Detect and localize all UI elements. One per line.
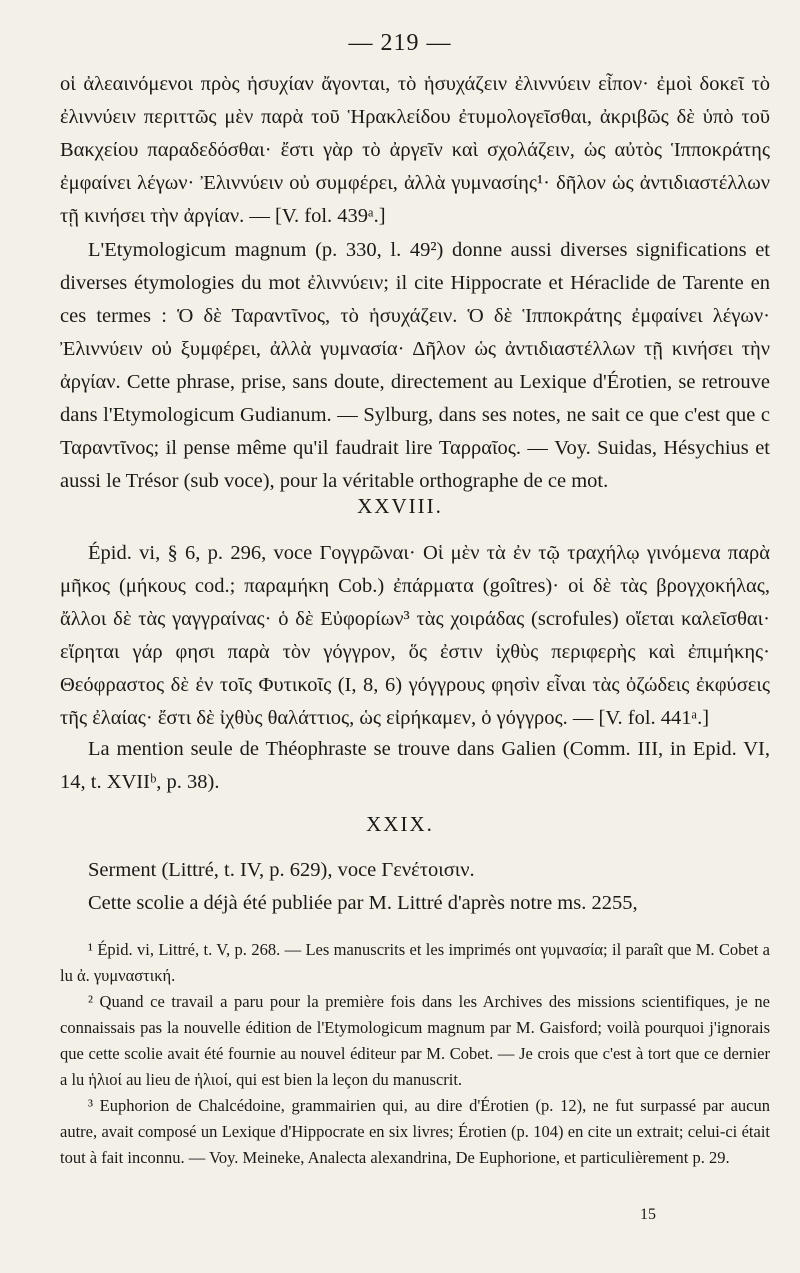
footnote-3: ³ Euphorion de Chalcédoine, grammairien qui, au dire d'Érotien (p. 12), ne fut surpassé par aucun autre, avait composé un Lexique d'Hippocrate en six livres; Érotien (p. 104) en cite un extrait; celui-ci était tout à fait inconnu. — Voy. Meineke, Analecta alexandrina, De Euphorione, et particulièrement p. 29. [60, 1096, 770, 1167]
signature-mark: 15 [640, 1206, 656, 1223]
paragraph-text: L'Etymologicum magnum (p. 330, l. 49²) donne aussi diverses significations et diverses étymologies du mot ἐλιννύειν; il cite Hippocrate et Héraclide de Tarente en ces termes : Ὁ δὲ Ταραντῖνος, τὸ ἡσυχάζειν. Ὁ δὲ Ἱπποκράτης ἐμφαίνει λέγων· Ἐλιννύειν οὐ ξυμφέρει, ἀλλὰ γυμνασία· Δῆλον ὡς ἀντιδιαστέλλων τῇ κινήσει τὴν ἀργίαν. Cette phrase, prise, sans doute, directement au Lexique d'Érotien, se retrouve dans l'Etymologicum Gudianum. — Sylburg, dans ses notes, ne sait ce que c'est que c Ταραντῖνος; il pense même qu'il faudrait lire Ταρραῖος. — Voy. Suidas, Hésychius et aussi le Trésor (sub voce), pour la véritable orthographe de ce mot. [60, 239, 770, 492]
paragraph-etymologicum [60, 234, 770, 498]
footnotes [60, 937, 770, 1171]
footnote-2: ² Quand ce travail a paru pour la première fois dans les Archives des missions scientifiques, je ne connaissais pas la nouvelle édition de l'Etymologicum magnum par M. Gaisford; voilà pourquoi j'ignorais que cette scolie avait été fournie au nouvel éditeur par M. Cobet. — Je crois que c'est à tort que ce dernier a lu ἡλιοί au lieu de ἡλιοί, qui est bien la leçon du manuscrit. [60, 992, 770, 1089]
page-number: — 219 — [348, 30, 452, 56]
paragraph-text: La mention seule de Théophraste se trouve dans Galien (Comm. III, in Epid. VI, 14, t. XVIIᵇ, p. 38). [60, 738, 770, 793]
paragraph-epid [60, 537, 770, 735]
paragraph-theophraste [60, 733, 770, 799]
paragraph-line: Cette scolie a déjà été publiée par M. Littré d'après notre ms. 2255, [88, 892, 638, 914]
footnote-1: ¹ Épid. vi, Littré, t. V, p. 268. — Les manuscrits et les imprimés ont γυμνασία; il paraît que M. Cobet a lu ἀ. γυμναστική. [60, 940, 770, 985]
paragraph-serment [60, 854, 770, 920]
section-heading-xxviii: XXVIII. [357, 494, 443, 518]
paragraph-line: Serment (Littré, t. IV, p. 629), voce Γενέτοισιν. [88, 859, 475, 881]
greek-paragraph-1 [60, 68, 770, 233]
paragraph-text: Épid. vi, § 6, p. 296, voce Γογγρῶναι· Οἱ μὲν τὰ ἐν τῷ τραχήλῳ γινόμενα παρὰ μῆκος (μήκους cod.; παραμήκη Cob.) ἐπάρματα (goîtres)· οἱ δὲ τὰς βρογχοκήλας, ἄλλοι δὲ τὰς γαγγραίνας· ὁ δὲ Εὐφορίων³ τὰς χοιράδας (scrofules) οἴεται καλεῖσθαι· εἴρηται γάρ φησι παρὰ τὸν γόγγρον, ὅς ἐστιν ἰχθὺς περιφερὴς καὶ ἐπιμήκης· Θεόφραστος δὲ ἐν τοῖς Φυτικοῖς (I, 8, 6) γόγγρους φησὶν εἶναι τὰς ὀζώδεις ἐκφύσεις τῆς ἐλαίας· ἔστι δὲ ἰχθὺς θαλάττιος, ὡς εἰρήκαμεν, ὁ γόγγρος. — [V. fol. 441ᵃ.] [60, 542, 770, 729]
section-heading-xxix: XXIX. [366, 812, 434, 836]
paragraph-text: οἱ ἀλεαινόμενοι πρὸς ἡσυχίαν ἄγονται, τὸ ἡσυχάζειν ἐλιννύειν εἶπον· ἐμοὶ δοκεῖ τὸ ἐλιννύειν περιττῶς μὲν παρὰ τοῦ Ἡρακλείδου ἐτυμολογεῖσθαι, ἀκριβῶς δὲ ὑπὸ τοῦ Βακχείου παραδεδόσθαι· ἔστι γὰρ τὸ ἀργεῖν καὶ σχολάζειν, ὡς αὐτὸς Ἱπποκράτης ἐμφαίνει λέγων· Ἐλιννύειν οὐ συμφέρει, ἀλλὰ γυμνασίης¹· δῆλον ὡς ἀντιδιαστέλλων τῇ κινήσει τὴν ἀργίαν. — [V. fol. 439ᵃ.] [60, 73, 770, 227]
